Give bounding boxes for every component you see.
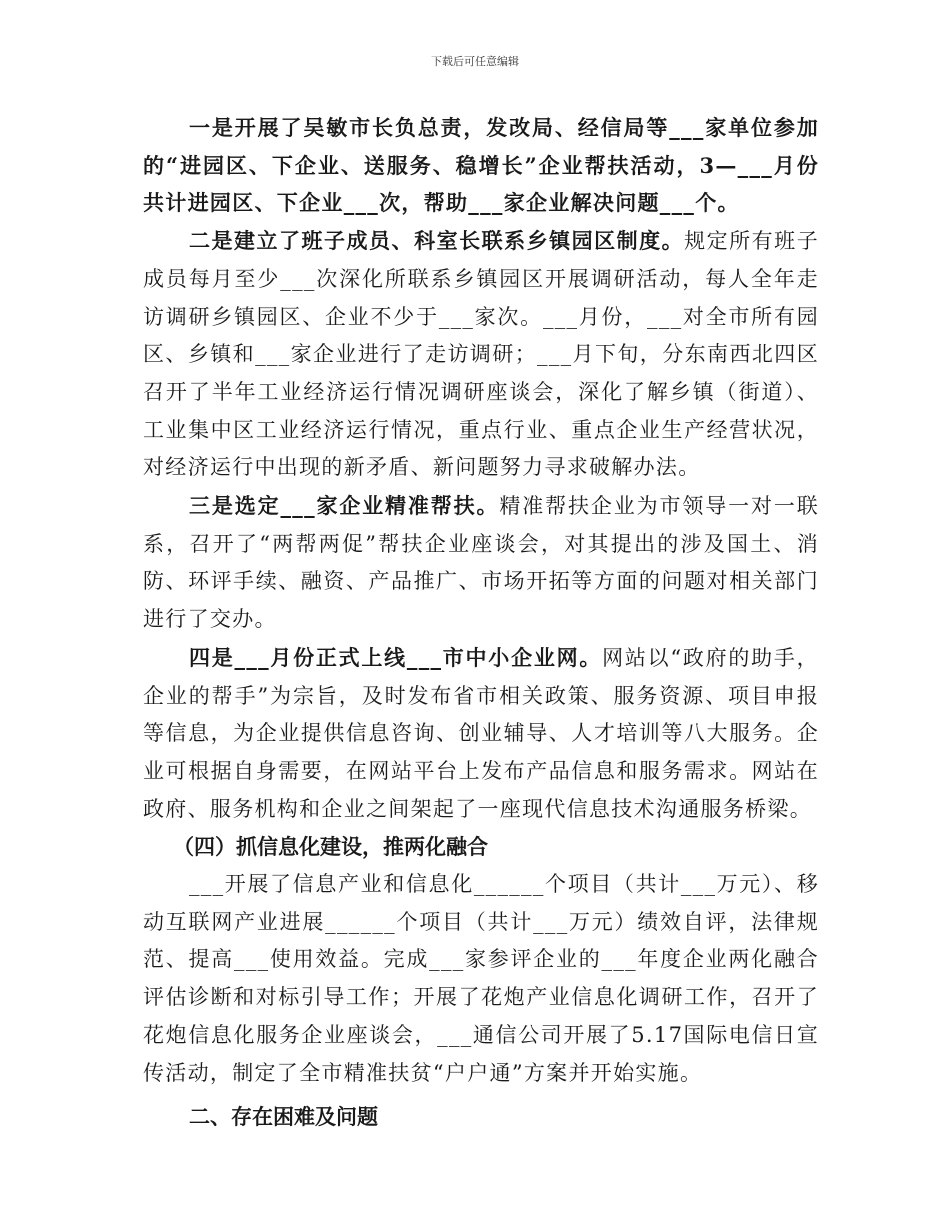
paragraph-informatization: ___开展了信息产业和信息化______个项目（共计___万元）、移动互联网产业进展______个项目（共计___万元）绩效自评，法律规范、提高___使用效益。完成___家参评企业的___年度企业两化融合评估诊断和对标引导工作；开展了花炮产业信息化调研工作，召开了花炮信息化服务企业座谈会，___通信公司开展了5.17国际电信日宣传活动，制定了全市精准扶贫“户户通”方案并开始实施。	[143, 872, 819, 1085]
paragraph-lead: 三是选定___家企业精准帮扶。	[189, 493, 500, 519]
paragraph-targeted-support	[143, 487, 819, 639]
paragraph-rest: 规定所有班子成员每月至少___次深化所联系乡镇园区开展调研活动，每人全年走访调研乡镇园区、企业不少于___家次。___月份，___对全市所有园区、乡镇和___家企业进行了走访调研；___月下旬，分东南西北四区召开了半年工业经济运行情况调研座谈会，深化了解乡镇（街道）、工业集中区工业经济运行情况，重点行业、重点企业生产经营状况，对经济运行中出现的新矛盾、新问题努力寻求破解办法。	[143, 229, 819, 480]
paragraph-lead: 四是___月份正式上线___市中小企业网。	[189, 644, 603, 670]
paragraph-contact-system	[143, 222, 819, 487]
section-heading-problems: 二、存在困难及问题	[189, 1104, 378, 1130]
document-body	[143, 109, 819, 1136]
paragraph-rest: 精准帮扶企业为市领导一对一联系，召开了“两帮两促”帮扶企业座谈会，对其提出的涉及国土、消防、环评手续、融资、产品推广、市场开拓等方面的问题对相关部门进行了交办。	[143, 494, 820, 632]
paragraph-lead: 二是建立了班子成员、科室长联系乡镇园区制度。	[189, 228, 685, 254]
page-header: 下载后可任意编辑	[431, 55, 519, 68]
paragraph-rest: 网站以“政府的助手，企业的帮手”为宗旨，及时发布省市相关政策、服务资源、项目申报等信息，为企业提供信息咨询、创业辅导、人才培训等八大服务。企业可根据自身需要，在网站平台上发布产品信息和服务需求。网站在政府、服务机构和企业之间架起了一座现代信息技术沟通服务桥梁。	[143, 645, 819, 821]
paragraph-website	[143, 639, 819, 829]
section-heading-informatization: （四）抓信息化建设，推两化融合	[173, 834, 488, 860]
paragraph-activity: 一是开展了吴敏市长负总责，发改局、经信局等___家单位参加的“进园区、下企业、送服务、稳增长”企业帮扶活动，3—___月份共计进园区、下企业___次，帮助___家企业解决问题___个。	[143, 115, 819, 216]
